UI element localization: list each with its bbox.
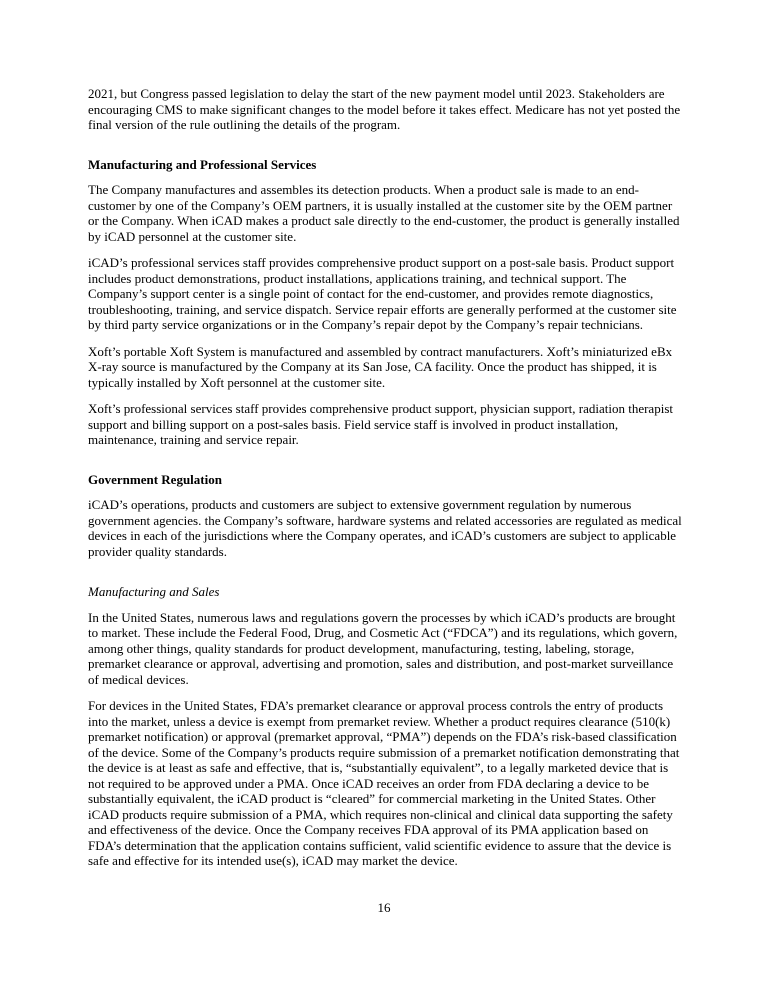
paragraph-company-manufactures-detection-products: The Company manufactures and assembles its detection products. When a product sale is made to an end-customer by one of the Company’s OEM partners, it is usually installed at the customer site by the OEM partner or the Company. When iCAD makes a product sale directly to the end-customer, the product is generally installed by iCAD personnel at the customer site. [88,182,680,244]
paragraph-government-regulation-overview: iCAD’s operations, products and customers are subject to extensive government regulation by numerous government agencies. the Company’s software, hardware systems and related accessories are regulated as medical devices in each of the jurisdictions where the Company operates, and iCAD’s customers are subject to applicable provider quality standards. [88,497,682,559]
paragraph-xoft-professional-services: Xoft’s professional services staff provides comprehensive product support, physician support, radiation therapist support and billing support on a post-sales basis. Field service staff is involved in product installation, maintenance, training and service repair. [88,401,673,447]
paragraph-xoft-system-manufacturing: Xoft’s portable Xoft System is manufactured and assembled by contract manufacturers. Xoft’s miniaturized eBx X-ray source is manufactured by the Company at its San Jose, CA facility. Once the product has shipped, it is typically installed by Xoft personnel at the customer site. [88,343,673,390]
heading-government-regulation: Government Regulation [88,471,222,487]
heading-manufacturing-and-professional-services: Manufacturing and Professional Services [88,156,317,172]
page-number: 16 [377,900,391,915]
heading-manufacturing-and-sales: Manufacturing and Sales [88,584,220,599]
paragraph-us-laws-fdca: In the United States, numerous laws and regulations govern the processes by which iCAD’s products are brought to market. These include the Federal Food, Drug, and Cosmetic Act (“FDCA”) and its regulations, which govern, among other things, quality standards for product development, manufacturing, testing, labeling, storage, premarket clearance or approval, advertising and promotion, sales and distribution, and post-market surveillance of medical devices. [88,609,678,687]
paragraph-fda-premarket-clearance: For devices in the United States, FDA’s premarket clearance or approval process controls the entry of products into the market, unless a device is exempt from premarket review. Whether a product requires clearance (510(k) premarket notification) or approval (premarket approval, “PMA”) depends on the FDA’s risk-based classification of the device. Some of the Company’s products require submission of a premarket notification demonstrating that the device is at least as safe and effective, that is, “substantially equivalent”, to a legally marketed device that is not required to be approved under a PMA. Once iCAD receives an order from FDA declaring a device to be substantially equivalent, the iCAD product is “cleared” for commercial marketing in the United States. Other iCAD products require submission of a PMA, which requires non-clinical and clinical data supporting the safety and effectiveness of the device. Once the Company receives FDA approval of its PMA application based on FDA’s determination that the application contains sufficient, valid scientific evidence to assure that the device is safe and effective for its intended use(s), iCAD may market the device. [88,698,680,868]
document-content [88,86,682,880]
paragraph-payment-model-delay: 2021, but Congress passed legislation to delay the start of the new payment model until 2023. Stakeholders are encouraging CMS to make significant changes to the model before it takes effect. Medicare has not yet posted the final version of the rule outlining the details of the program. [88,86,681,132]
paragraph-icad-professional-services: iCAD’s professional services staff provides comprehensive product support on a post-sale basis. Product support includes product demonstrations, product installations, applications training, and technical support. The Company’s support center is a single point of contact for the end-customer, and provides remote diagnostics, troubleshooting, training, and service dispatch. Service repair efforts are generally performed at the customer site by third party service organizations or in the Company’s repair depot by the Company’s repair technicians. [88,255,677,332]
